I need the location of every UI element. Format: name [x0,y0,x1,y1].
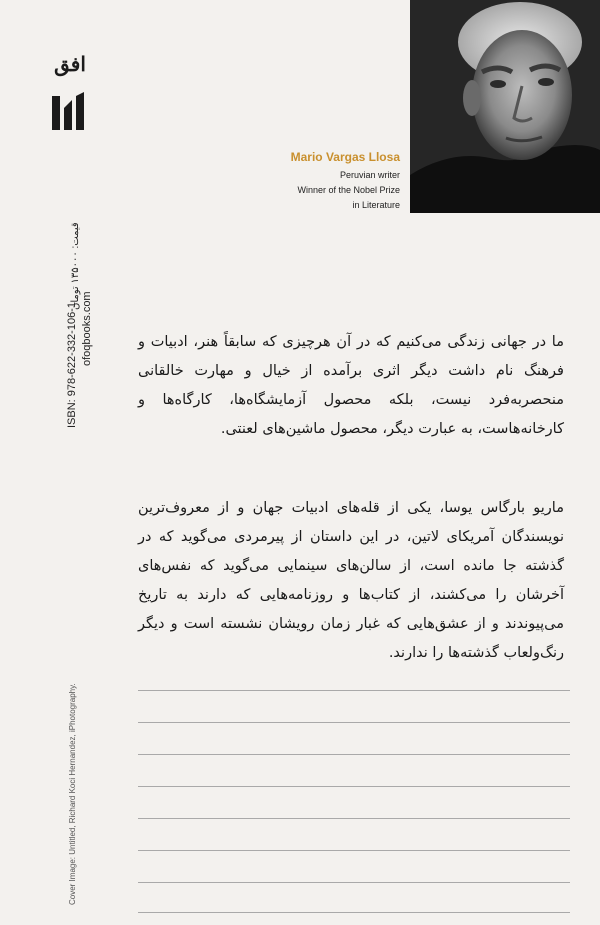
ruled-line [138,850,570,851]
ruled-line [138,690,570,691]
publisher-logo-text: افق [54,52,86,76]
blurb-paragraph-1: ما در جهانی زندگی می‌کنیم که در آن هرچیزی که سابقاً هنر، ادبیات و فرهنگ نام داشت دیگر اثری برآمده از خیال و مهارت خالقانی منحصربه‌فرد نیست، بلکه محصول آزمایشگاه‌ها، کارگاه‌ها و کارخانه‌هاست، به عبارت دیگر، محصول ماشین‌های لعنتی. [138,334,564,437]
ruled-line [138,882,570,883]
price-label: قیمت: ۱۳۵۰۰۰ تومان [70,222,81,310]
author-photo [410,0,600,213]
ruled-line [138,722,570,723]
ruled-line [138,754,570,755]
publisher-logo-icon [48,90,88,134]
cover-image-credit: Cover Image: Untitled, Richard Koci Hernandez, iPhotography. [68,683,77,905]
ruled-line [138,912,570,913]
publisher-website: ofoqbooks.com [81,291,93,366]
author-nationality: Peruvian writer [339,170,400,180]
author-award-line-1: Winner of the Nobel Prize [297,185,400,195]
author-name: Mario Vargas Llosa [290,150,400,164]
ruled-line [138,818,570,819]
author-award-line-2: in Literature [352,200,400,210]
ruled-line [138,786,570,787]
blurb-paragraph-2: ماریو بارگاس یوسا، یکی از قله‌های ادبیات جهان و از معروف‌ترین نویسندگان آمریکای لاتین، در این داستان از پیرمردی می‌گوید که در گذشته جا مانده است، از سالن‌های سینمایی می‌گوید که نفس‌های آخرشان را می‌کشند، از کتاب‌ها و روزنامه‌هایی که دارند به تاریخ می‌پیوندند و از عشق‌هایی که غبار زمان رویشان نشسته است و دیگر رنگ‌ولعاب گذشته‌ها را ندارند. [138,500,564,661]
isbn-number: ISBN: 978-622-332-106-1 [66,302,78,428]
author-portrait-illustration [410,0,600,213]
